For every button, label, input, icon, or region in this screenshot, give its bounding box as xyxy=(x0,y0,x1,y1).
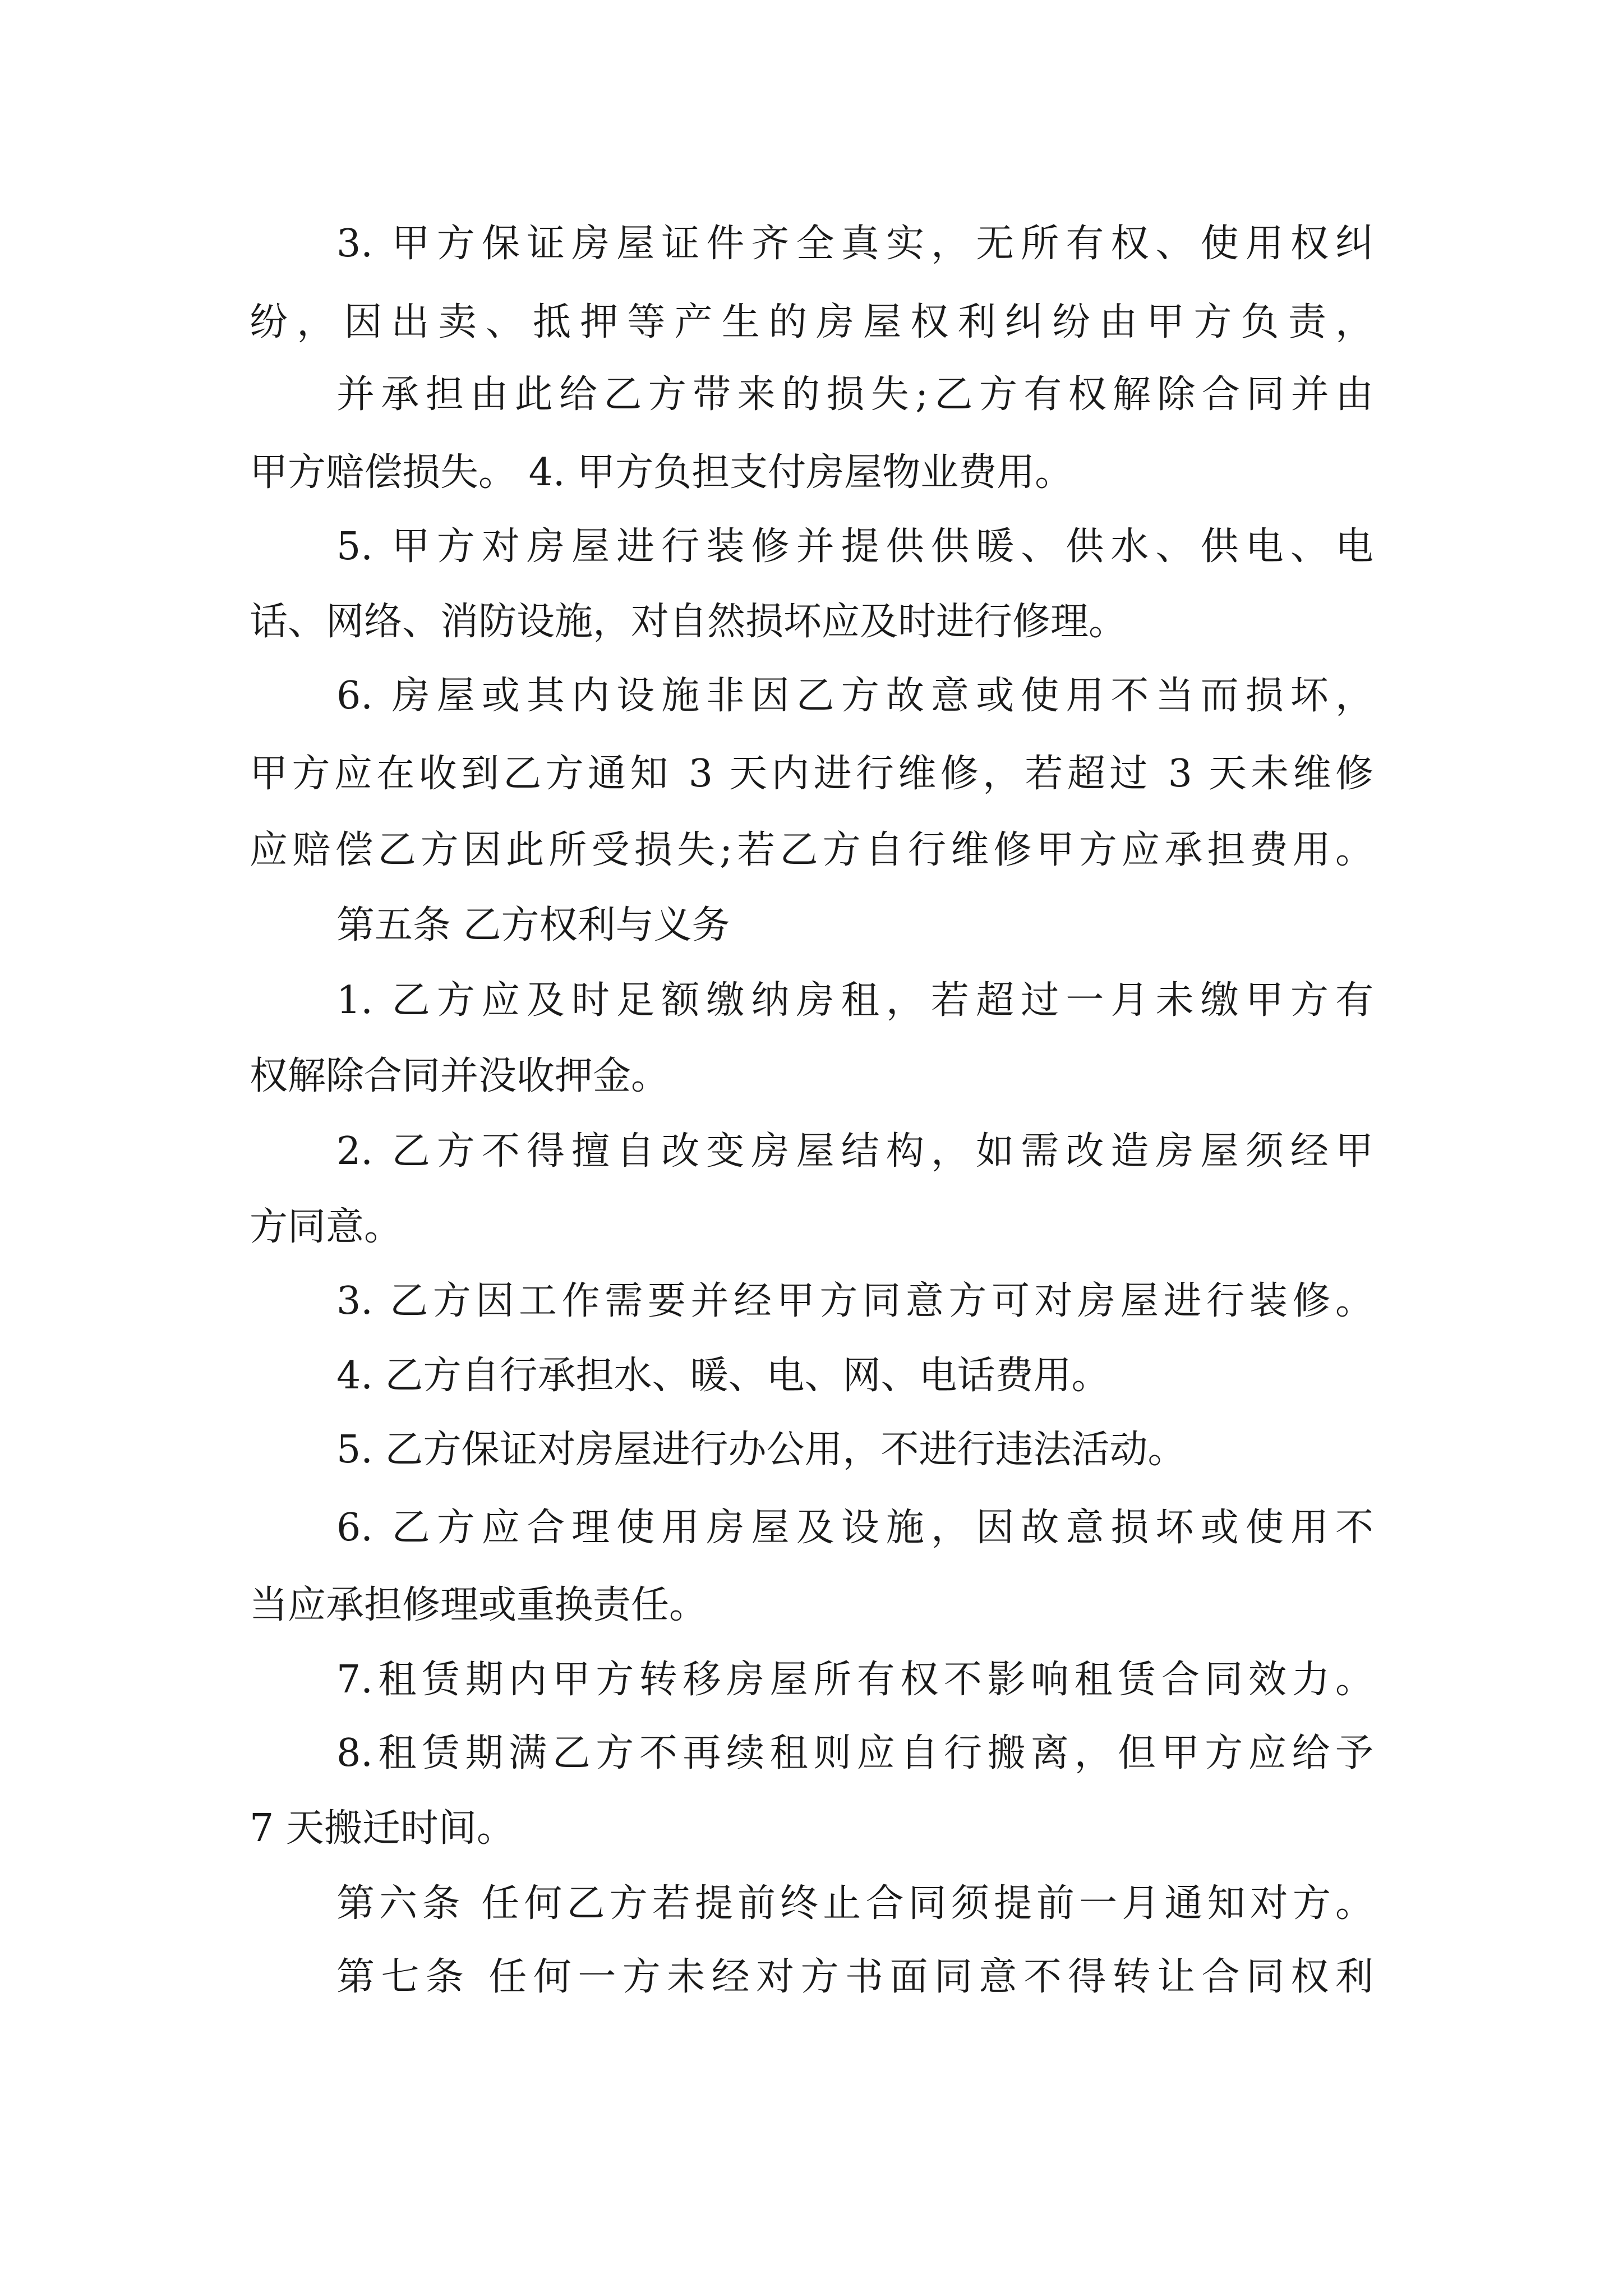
text-line: 6. 乙方应合理使用房屋及设施，因故意损坏或使用不 xyxy=(336,1506,1373,1550)
text-line: 1. 乙方应及时足额缴纳房租，若超过一月未缴甲方有 xyxy=(336,978,1373,1023)
text-line: 7.租赁期内甲方转移房屋所有权不影响租赁合同效力。 xyxy=(336,1658,1373,1702)
text-line: 8.租赁期满乙方不再续租则应自行搬离，但甲方应给予 xyxy=(336,1731,1373,1775)
text-line: 应赔偿乙方因此所受损失;若乙方自行维修甲方应承担费用。 xyxy=(250,828,1373,872)
text-line: 并承担由此给乙方带来的损失;乙方有权解除合同并由 xyxy=(336,372,1373,417)
text-line: 方同意。 xyxy=(250,1205,403,1249)
text-line: 当应承担修理或重换责任。 xyxy=(250,1583,708,1627)
section-heading: 第五条 乙方权利与义务 xyxy=(336,903,730,947)
text-line: 纷，因出卖、抵押等产生的房屋权利纠纷由甲方负责， xyxy=(250,300,1373,344)
text-line: 4. 乙方自行承担水、暖、电、网、电话费用。 xyxy=(336,1354,1110,1398)
text-line: 2. 乙方不得擅自改变房屋结构，如需改造房屋须经甲 xyxy=(336,1129,1373,1174)
text-line: 7 天搬迁时间。 xyxy=(250,1806,515,1851)
text-line: 3. 甲方保证房屋证件齐全真实，无所有权、使用权纠 xyxy=(336,222,1373,266)
text-line: 3. 乙方因工作需要并经甲方同意方可对房屋进行装修。 xyxy=(336,1279,1373,1323)
text-line: 5. 乙方保证对房屋进行办公用，不进行违法活动。 xyxy=(336,1428,1186,1472)
text-line: 权解除合同并没收押金。 xyxy=(250,1054,670,1098)
text-line: 话、网络、消防设施，对自然损坏应及时进行修理。 xyxy=(250,600,1127,644)
section-heading: 第六条 任何乙方若提前终止合同须提前一月通知对方。 xyxy=(336,1881,1373,1926)
text-line: 甲方赔偿损失。 4. 甲方负担支付房屋物业费用。 xyxy=(250,450,1073,495)
text-line: 5. 甲方对房屋进行装修并提供供暖、供水、供电、电 xyxy=(336,524,1373,569)
text-line: 甲方应在收到乙方通知 3 天内进行维修，若超过 3 天未维修 xyxy=(250,752,1373,796)
text-line: 6. 房屋或其内设施非因乙方故意或使用不当而损坏， xyxy=(336,674,1373,718)
section-heading: 第七条 任何一方未经对方书面同意不得转让合同权利 xyxy=(336,1955,1373,1999)
